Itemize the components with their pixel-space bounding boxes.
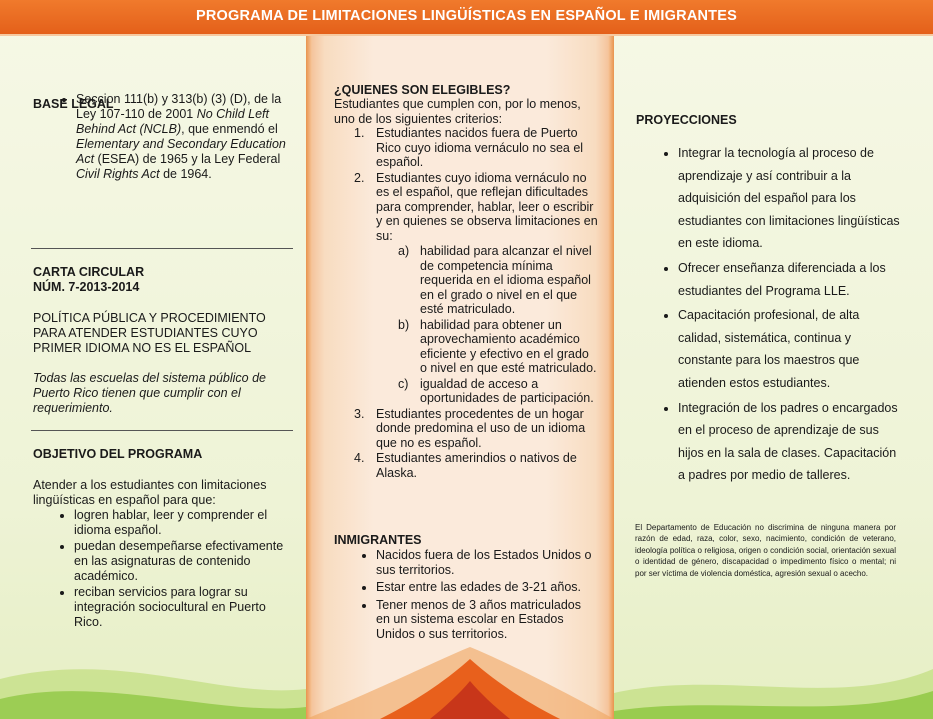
elegibles-list	[352, 126, 598, 481]
item-number: 2.	[354, 170, 365, 185]
objetivo-item: • logren hablar, leer y comprender el idioma español.	[74, 508, 292, 538]
base-legal-item	[76, 92, 298, 182]
elegibles-item-2	[352, 171, 598, 406]
limitaciones-sublist	[398, 244, 598, 406]
objetivo-list	[56, 508, 292, 631]
proyecciones-item: • Capacitación profesional, de alta calidad, sistemática, continua y constante para los maestros que atienden estos estudiantes.	[678, 304, 900, 394]
left-divider-1	[31, 248, 293, 249]
page-header: PROGRAMA DE LIMITACIONES LINGÜÍSTICAS EN ESPAÑOL E IMIGRANTES	[0, 0, 933, 36]
proyecciones-item: • Integrar la tecnología al proceso de aprendizaje y así contribuir a la adquisición del español para los estudiantes con limitaciones lingüísticas en este idioma.	[678, 142, 900, 255]
inmigrantes-item: • Tener menos de 3 años matriculados en un sistema escolar en Estados Unidos o sus territorios.	[376, 598, 598, 642]
inmigrantes-heading: INMIGRANTES	[334, 533, 422, 547]
elegibles-item-3	[352, 407, 598, 451]
decorative-waves	[0, 629, 933, 719]
sub-item-text: habilidad para alcanzar el nivel de competencia mínima requerida en el idioma español en el grado o nivel en el que esté matriculado.	[420, 244, 592, 316]
item-text: Estudiantes nacidos fuera de Puerto Rico cuyo idioma vernáculo no sea el español.	[376, 126, 584, 169]
elegibles-heading: ¿QUIENES SON ELEGIBLES?	[334, 83, 511, 97]
objetivo-intro-text: Atender a los estudiantes con limitaciones lingüísticas en español para que:	[33, 478, 267, 507]
base-legal-heading: BASE LEGAL	[33, 97, 114, 111]
legal-italic-esea: Elementary and Secondary Education Act	[76, 137, 286, 166]
objetivo-heading: OBJETIVO DEL PROGRAMA	[33, 447, 203, 461]
non-discrimination-notice: El Departamento de Educación no discrimina de ninguna manera por razón de edad, raza, color, sexo, nacimiento, condición de veterano, ideología política o religiosa, origen o condición social, orientación sexual o identidad de género, discapacidad o impedimento físico o mental; ni por ser víctima de violencia doméstica, agresión sexual o acecho.	[635, 523, 896, 578]
carta-circular-number: NÚM. 7-2013-2014	[33, 280, 140, 294]
item-number: 3.	[354, 406, 365, 421]
item-text: Estudiantes cuyo idioma vernáculo no es el español, que reflejan dificultades para comprender, hablar, leer o escribir y en quienes se observa limitaciones en su:	[376, 170, 598, 243]
proyecciones-list	[660, 142, 900, 489]
elegibles-item-4	[352, 451, 598, 480]
inmigrantes-item: • Estar entre las edades de 3-21 años.	[376, 580, 598, 595]
sub-item-letter: b)	[398, 317, 410, 332]
elegibles-item-1	[352, 126, 598, 170]
carta-note: Todas las escuelas del sistema público de Puerto Rico tienen que cumplir con el requerimiento.	[33, 371, 267, 415]
base-legal-list	[58, 92, 298, 182]
sub-item-b	[398, 318, 598, 376]
sub-item-c	[398, 377, 598, 406]
proyecciones-heading: PROYECCIONES	[636, 113, 737, 127]
objetivo-item: • puedan desempeñarse efectivamente en las asignaturas de contenido académico.	[74, 539, 292, 584]
carta-policy-text: POLÍTICA PÚBLICA Y PROCEDIMIENTO PARA ATENDER ESTUDIANTES CUYO PRIMER IDIOMA NO ES EL ESPAÑOL	[33, 311, 266, 355]
inmigrantes-item: • Nacidos fuera de los Estados Unidos o sus territorios.	[376, 548, 598, 577]
sub-item-text: habilidad para obtener un aprovechamiento académico eficiente y efectivo en el grado o nivel en que esté matriculado.	[420, 317, 597, 375]
sub-item-a	[398, 244, 598, 317]
sub-item-text: igualdad de acceso a oportunidades de participación.	[420, 376, 594, 405]
middle-column-left-edge	[306, 36, 312, 719]
item-text: Estudiantes procedentes de un hogar donde predomina el uso de un idioma que no es español.	[376, 406, 586, 450]
item-number: 1.	[354, 126, 365, 140]
sub-item-letter: c)	[398, 376, 409, 391]
sub-item-letter: a)	[398, 244, 410, 258]
legal-text-1: Seccion 111(b) y 313(b) (3) (D), de la Ley 107-110 de 2001	[76, 92, 282, 121]
left-divider-2	[31, 430, 293, 431]
legal-italic-civil-rights: Civil Rights Act	[76, 167, 160, 181]
legal-text-4: de 1964.	[159, 167, 212, 181]
item-text: Estudiantes amerindios o nativos de Alaska.	[376, 451, 577, 480]
carta-circular-title: CARTA CIRCULAR	[33, 265, 145, 279]
legal-text-2: , que enmendó el	[181, 122, 278, 136]
item-number: 4.	[354, 451, 365, 465]
legal-text-3: (ESEA) de 1965 y la Ley Federal	[94, 152, 281, 166]
legal-italic-nclb: No Child Left Behind Act (NCLB)	[76, 107, 269, 136]
elegibles-intro: Estudiantes que cumplen con, por lo menos, uno de los siguientes criterios:	[334, 97, 581, 126]
proyecciones-item: • Ofrecer enseñanza diferenciada a los estudiantes del Programa LLE.	[678, 257, 900, 302]
objetivo-item: • reciban servicios para lograr su integración sociocultural en Puerto Rico.	[74, 585, 292, 630]
proyecciones-item: • Integración de los padres o encargados en el proceso de aprendizaje de sus hijos en la sala de clases. Capacitación a padres por medio de talleres.	[678, 397, 900, 487]
